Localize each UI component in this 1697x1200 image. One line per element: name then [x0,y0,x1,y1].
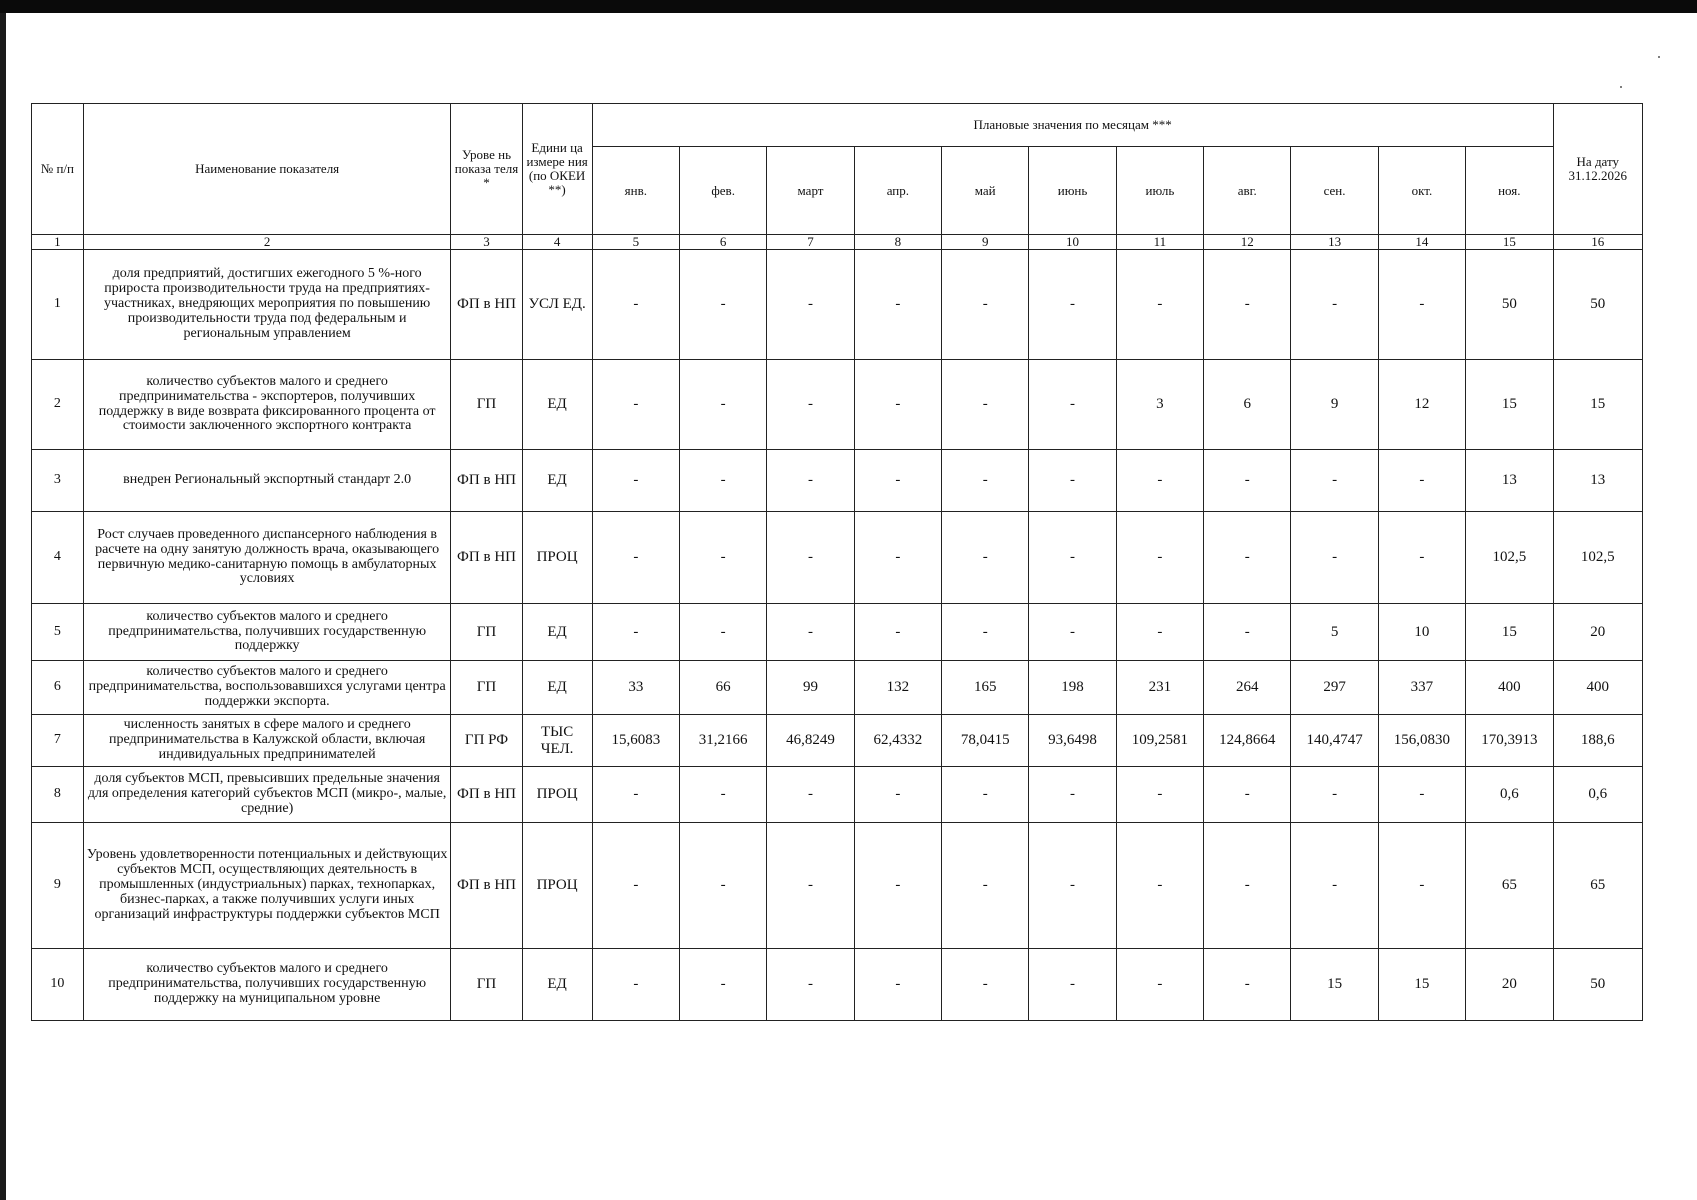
table-row [32,512,1643,604]
month-value: - [679,604,766,661]
month-value: 231 [1116,661,1203,715]
column-number: 1 [32,235,84,250]
month-header: сен. [1291,147,1378,235]
month-value: - [1029,250,1116,360]
month-value: 46,8249 [767,715,854,767]
month-header: авг. [1204,147,1291,235]
month-value: - [942,767,1029,823]
month-value: 6 [1204,360,1291,450]
final-value: 188,6 [1553,715,1642,767]
column-number: 3 [451,235,522,250]
table-row [32,450,1643,512]
month-value: - [1204,450,1291,512]
month-value: - [1378,767,1465,823]
month-value: - [1204,250,1291,360]
month-value: - [679,823,766,949]
column-number: 10 [1029,235,1116,250]
row-number: 2 [32,360,84,450]
column-number: 5 [592,235,679,250]
column-number: 4 [522,235,592,250]
month-value: 264 [1204,661,1291,715]
month-value: 132 [854,661,941,715]
final-value: 50 [1553,250,1642,360]
indicator-unit: ЕД [522,604,592,661]
month-value: - [1291,450,1378,512]
final-value: 15 [1553,360,1642,450]
month-value: - [1378,450,1465,512]
month-header: апр. [854,147,941,235]
indicator-unit: ЕД [522,949,592,1021]
month-value: - [854,450,941,512]
month-value: 31,2166 [679,715,766,767]
month-value: - [592,450,679,512]
month-value: - [1291,767,1378,823]
monthly-group-header: Плановые значения по месяцам *** [592,104,1553,147]
month-value: - [1291,823,1378,949]
month-value: - [767,823,854,949]
month-value: - [679,450,766,512]
col-level-header: Урове нь показа теля * [451,104,522,235]
month-value: - [767,450,854,512]
table-row [32,767,1643,823]
month-value: - [942,949,1029,1021]
scan-speck [1620,86,1622,88]
month-value: - [1204,767,1291,823]
column-number: 9 [942,235,1029,250]
column-number: 2 [83,235,451,250]
row-number: 8 [32,767,84,823]
table-row [32,823,1643,949]
month-header: май [942,147,1029,235]
month-header: фев. [679,147,766,235]
column-number-row [32,235,1643,250]
final-value: 0,6 [1553,767,1642,823]
col-name-header: Наименование показателя [83,104,451,235]
month-value: 50 [1466,250,1553,360]
month-value: 3 [1116,360,1203,450]
scan-top-border [0,0,1697,13]
month-value: 66 [679,661,766,715]
col-unit-header: Едини ца измере ния (по ОКЕИ **) [522,104,592,235]
indicator-name: доля субъектов МСП, превысивших предельные значения для определения категорий субъектов МСП (микро-, малые, средние) [83,767,451,823]
month-value: 337 [1378,661,1465,715]
month-value: - [1029,450,1116,512]
table-row [32,715,1643,767]
month-value: - [592,949,679,1021]
row-number: 5 [32,604,84,661]
final-value: 102,5 [1553,512,1642,604]
indicator-unit: ПРОЦ [522,767,592,823]
indicator-name: Уровень удовлетворенности потенциальных и действующих субъектов МСП, осуществляющих деятельность в промышленных (индустриальных) парках, технопарках, бизнес-парках, а также получивших услуги иных организаций инфраструктуры поддержки субъектов МСП [83,823,451,949]
month-value: 65 [1466,823,1553,949]
month-value: - [854,823,941,949]
month-value: 156,0830 [1378,715,1465,767]
indicator-name: численность занятых в сфере малого и среднего предпринимательства в Калужской области, включая индивидуальных предпринимателей [83,715,451,767]
month-value: 102,5 [1466,512,1553,604]
month-value: - [767,250,854,360]
indicator-name: количество субъектов малого и среднего предпринимательства - экспортеров, получивших поддержку в виде возврата фиксированного процента от стоимости заключенного экспортного контракта [83,360,451,450]
month-value: 15 [1466,360,1553,450]
month-value: - [1204,823,1291,949]
table-row [32,360,1643,450]
indicator-level: ГП [451,604,522,661]
month-value: - [1204,604,1291,661]
column-number: 12 [1204,235,1291,250]
final-value: 65 [1553,823,1642,949]
header-row-top [32,104,1643,147]
month-value: 198 [1029,661,1116,715]
month-value: 15,6083 [592,715,679,767]
month-value: - [1029,360,1116,450]
month-value: 9 [1291,360,1378,450]
month-value: 13 [1466,450,1553,512]
final-value: 13 [1553,450,1642,512]
indicator-unit: ЕД [522,360,592,450]
indicator-level: ФП в НП [451,512,522,604]
month-value: - [854,604,941,661]
month-value: - [942,250,1029,360]
col-final-header: На дату 31.12.2026 [1553,104,1642,235]
row-number: 3 [32,450,84,512]
month-header: март [767,147,854,235]
indicator-name: доля предприятий, достигших ежегодного 5 %-ного прироста производительности труда на предприятиях-участниках, внедряющих мероприятия по повышению производительности труда под федеральным и региональным управлением [83,250,451,360]
month-value: - [592,823,679,949]
month-value: - [1378,823,1465,949]
month-value: - [1029,949,1116,1021]
month-value: - [1116,250,1203,360]
month-value: - [854,360,941,450]
month-value: - [854,767,941,823]
final-value: 20 [1553,604,1642,661]
month-value: - [942,450,1029,512]
column-number: 14 [1378,235,1465,250]
month-value: 0,6 [1466,767,1553,823]
table-row [32,250,1643,360]
month-value: - [679,360,766,450]
month-value: - [592,604,679,661]
month-value: - [1029,823,1116,949]
month-value: 297 [1291,661,1378,715]
indicator-unit: УСЛ ЕД. [522,250,592,360]
table-body [32,235,1643,1021]
row-number: 1 [32,250,84,360]
indicator-unit: ЕД [522,450,592,512]
month-header: июль [1116,147,1203,235]
row-number: 4 [32,512,84,604]
month-value: - [1116,512,1203,604]
indicator-name: Рост случаев проведенного диспансерного наблюдения в расчете на одну занятую должность врача, оказывающего первичную медико-санитарную помощь в амбулаторных условиях [83,512,451,604]
month-header: янв. [592,147,679,235]
month-value: - [1378,250,1465,360]
month-value: - [1029,604,1116,661]
month-header: июнь [1029,147,1116,235]
indicator-name: количество субъектов малого и среднего предпринимательства, получивших государственную поддержку на муниципальном уровне [83,949,451,1021]
month-value: - [679,949,766,1021]
month-value: - [592,512,679,604]
month-value: - [854,949,941,1021]
month-value: 62,4332 [854,715,941,767]
column-number: 11 [1116,235,1203,250]
month-value: - [1378,512,1465,604]
month-value: 5 [1291,604,1378,661]
month-value: - [679,512,766,604]
month-value: 124,8664 [1204,715,1291,767]
column-number: 13 [1291,235,1378,250]
indicator-level: ГП [451,949,522,1021]
month-header: ноя. [1466,147,1553,235]
month-value: - [1116,450,1203,512]
scan-left-border [0,13,6,1200]
row-number: 10 [32,949,84,1021]
indicator-unit: ТЫС ЧЕЛ. [522,715,592,767]
month-value: 15 [1466,604,1553,661]
month-header: окт. [1378,147,1465,235]
month-value: 12 [1378,360,1465,450]
month-value: 140,4747 [1291,715,1378,767]
month-value: - [592,250,679,360]
indicator-level: ГП РФ [451,715,522,767]
row-number: 7 [32,715,84,767]
month-value: - [942,512,1029,604]
table-row [32,949,1643,1021]
indicator-unit: ПРОЦ [522,823,592,949]
month-value: - [1116,823,1203,949]
indicator-level: ФП в НП [451,250,522,360]
month-value: - [1116,604,1203,661]
month-value: - [854,250,941,360]
column-number: 15 [1466,235,1553,250]
month-value: - [1291,512,1378,604]
indicators-table [31,103,1643,1021]
column-number: 6 [679,235,766,250]
month-value: - [592,360,679,450]
month-value: - [942,604,1029,661]
table-row [32,604,1643,661]
row-number: 6 [32,661,84,715]
scan-speck [1658,56,1660,58]
indicator-name: количество субъектов малого и среднего предпринимательства, воспользовавшихся услугами центра поддержки экспорта. [83,661,451,715]
month-value: - [1204,512,1291,604]
final-value: 400 [1553,661,1642,715]
month-value: 15 [1291,949,1378,1021]
month-value: 170,3913 [1466,715,1553,767]
month-value: - [767,604,854,661]
indicator-name: внедрен Региональный экспортный стандарт 2.0 [83,450,451,512]
month-value: 33 [592,661,679,715]
month-value: 109,2581 [1116,715,1203,767]
month-value: - [1029,767,1116,823]
indicator-level: ФП в НП [451,823,522,949]
month-value: - [592,767,679,823]
month-value: - [942,823,1029,949]
month-value: - [767,767,854,823]
month-value: - [767,949,854,1021]
column-number: 7 [767,235,854,250]
month-value: - [942,360,1029,450]
indicator-level: ГП [451,360,522,450]
col-number-header: № п/п [32,104,84,235]
indicator-level: ГП [451,661,522,715]
month-value: - [679,767,766,823]
final-value: 50 [1553,949,1642,1021]
row-number: 9 [32,823,84,949]
month-value: 93,6498 [1029,715,1116,767]
column-number: 8 [854,235,941,250]
month-value: - [1029,512,1116,604]
month-value: - [854,512,941,604]
table-row [32,661,1643,715]
month-value: - [767,360,854,450]
month-value: - [1116,949,1203,1021]
month-value: - [1116,767,1203,823]
indicator-level: ФП в НП [451,450,522,512]
month-value: 99 [767,661,854,715]
indicator-name: количество субъектов малого и среднего предпринимательства, получивших государственную поддержку [83,604,451,661]
month-value: 165 [942,661,1029,715]
month-value: - [1204,949,1291,1021]
month-value: 20 [1466,949,1553,1021]
month-value: - [1291,250,1378,360]
month-value: 15 [1378,949,1465,1021]
column-number: 16 [1553,235,1642,250]
indicator-unit: ЕД [522,661,592,715]
month-value: 400 [1466,661,1553,715]
month-value: - [679,250,766,360]
indicator-level: ФП в НП [451,767,522,823]
month-value: 78,0415 [942,715,1029,767]
month-value: - [767,512,854,604]
month-value: 10 [1378,604,1465,661]
indicator-unit: ПРОЦ [522,512,592,604]
